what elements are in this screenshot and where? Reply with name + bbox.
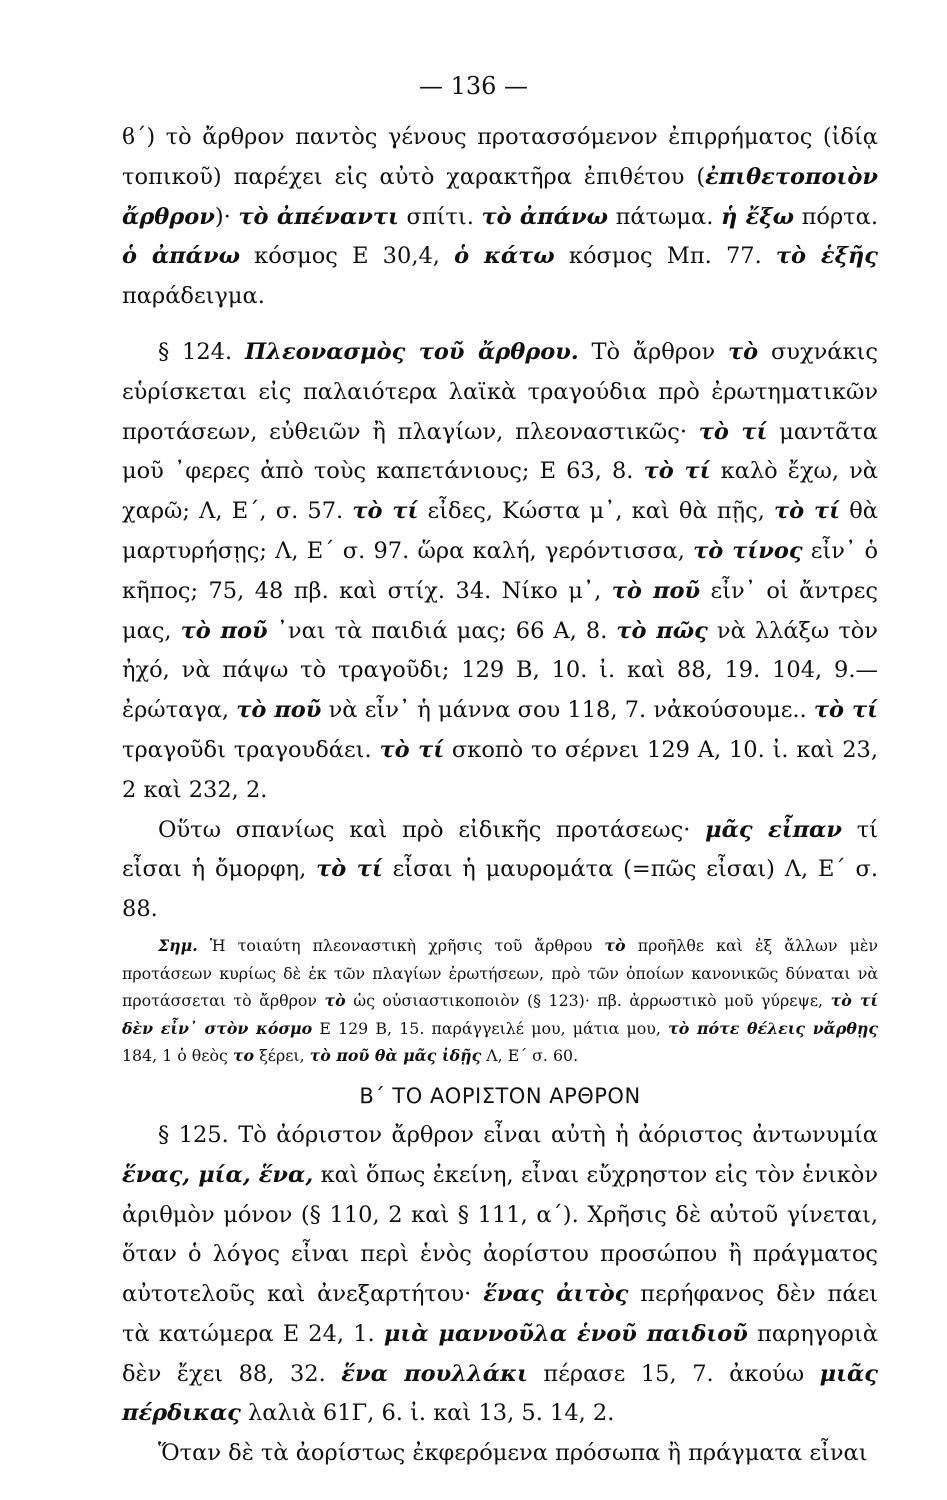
body-text: § 125. Τὸ ἀόριστον ἄρθρον εἶναι αὐτὴ ἡ ἀόριστος ἀντωνυμία — [158, 1121, 878, 1148]
emphasis-text: ἐπιθετοποιὸν ἄρθρον — [122, 163, 878, 230]
body-text: θὰ μαρτυρήσῃς; Λ, Ε΄ σ. 97. ὥρα καλή, γερόντισσα, — [122, 498, 878, 564]
body-text: κόσμος Ε 30,4, — [240, 243, 455, 270]
body-text: λαλιὰ 61Γ, 6. ἰ. καὶ 13, 5. 14, 2. — [240, 1400, 615, 1427]
paragraph-125 — [122, 1116, 878, 1434]
paragraph-124 — [122, 333, 878, 811]
emphasis-text: μᾶς εἶπαν — [705, 816, 842, 843]
body-text: εἶν᾿ ὁ κῆπος; 75, 48 πβ. καὶ στίχ. 34. Νίκο μ᾿, — [122, 537, 879, 604]
body-text: Οὕτω σπανίως καὶ πρὸ εἰδικῆς προτάσεως· — [158, 816, 706, 843]
emphasis-text: τὸ — [728, 338, 759, 365]
body-text: σκοπὸ το σέρνει 129 Α, 10. ἰ. καὶ 23, 2 καὶ 232, 2. — [122, 736, 879, 803]
emphasis-text: τὸ τίνος — [693, 537, 803, 564]
body-text: Ὅταν δὲ τὰ ἀορίστως ἐκφερόμενα πρόσωπα ἢ πράγματα εἶναι — [158, 1440, 868, 1467]
body-text: εἶδες, Κώστα μ᾿, καὶ θὰ πῇς, — [418, 498, 775, 525]
body-text: ὡς οὐσιαστικοποιὸν (§ 123)· πβ. ἀρρωστικὸ μοῦ γύρεψε, — [345, 991, 831, 1011]
body-text: τραγοῦδι τραγουδάει. — [122, 736, 380, 763]
body-text: ϐ΄) τὸ ἄρθρον παντὸς γένους προτασσόμενον ἐπιρρήματος (ἰδίᾳ τοπικοῦ) παρέχει εἰς αὐτὸ χαρακτῆρα ἐπιθέτου ( — [122, 124, 878, 190]
body-text: παράδειγμα. — [122, 283, 265, 310]
emphasis-text: το — [232, 1046, 255, 1066]
body-text: εἶσαι ἡ μαυρομάτα (=πῶς εἶσαι) Λ, Ε΄ σ. 88. — [122, 856, 878, 923]
body-text: περήφανος δὲν πάει τὰ κατώμερα Ε 24, 1. — [122, 1281, 879, 1347]
emphasis-text: τὸ τί — [698, 418, 768, 445]
emphasis-text: ἕνα πουλλάκι — [341, 1360, 528, 1387]
emphasis-text: τὸ ἀπέναντι — [238, 203, 399, 230]
emphasis-text: τὸ — [604, 935, 626, 955]
emphasis-text: τὸ τί — [813, 697, 878, 724]
emphasis-text: τὸ τί — [352, 498, 419, 525]
emphasis-text: τὸ τί — [379, 736, 445, 763]
page-body — [122, 118, 878, 1474]
emphasis-text: τὸ — [324, 991, 346, 1011]
body-text: μαντᾶτα μοῦ ᾿φερες ἀπὸ τοὺς καπετάνιους; Ε 63, 8. — [122, 418, 878, 485]
body-text: νὰ εἶν᾿ ἡ μάννα σου 118, 7. νἀκούσουμε.. — [321, 697, 814, 724]
emphasis-text: τὸ τί — [774, 498, 841, 525]
body-text: κόσμος Μπ. 77. — [554, 243, 776, 270]
body-text: § 124. — [158, 338, 245, 365]
body-text: πάτωμα. — [608, 203, 721, 230]
body-text: ξέρει, — [254, 1046, 310, 1066]
paragraph-otan — [122, 1434, 878, 1474]
body-text: τί εἶσαι ἡ ὄμορφη, — [122, 816, 878, 883]
body-text: προῆλθε καὶ ἐξ ἄλλων μὲν προτάσεων κυρίως δὲ ἐκ τῶν πλαγίων ἐρωτήσεων, πρὸ τῶν ὁποίων κανονικῶς δύναται νὰ προτάσσεται τὸ ἄρθρον — [122, 935, 878, 1011]
body-text: )· — [214, 203, 239, 230]
body-text: εἶν᾿ οἱ ἄντρες μας, — [122, 577, 878, 644]
emphasis-text: Σημ. — [158, 935, 198, 955]
page-number: — 136 — — [418, 72, 529, 100]
body-text: πόρτα. — [794, 203, 878, 230]
emphasis-text: ἡ ἔξω — [720, 203, 795, 230]
body-text: καὶ ὅπως ἐκείνη, εἶναι εὔχρηστον εἰς τὸν ἑνικὸν ἀριθμὸν μόνον (§ 110, 2 καὶ § 111, α΄). Χρῆσις δὲ αὐτοῦ γίνεται, ὅταν ὁ λόγος εἶναι περὶ ἑνὸς ἀορίστου προσώπου ἢ πράγματος αὐτοτελοῦς καὶ ἀνεξαρτήτου· — [122, 1161, 878, 1308]
emphasis-text: τὸ ποῦ — [611, 577, 701, 604]
paragraph-beta — [122, 118, 878, 317]
emphasis-text: μιὰ μαννοῦλα ἑνοῦ παιδιοῦ — [383, 1320, 748, 1347]
body-text: Ε 129 Β, 15. παράγγειλέ μου, μάτια μου, — [312, 1018, 669, 1038]
emphasis-text: τὸ ποῦ — [236, 697, 322, 724]
emphasis-text: τὸ ἀπάνω — [481, 203, 609, 230]
footnote-semeiosis — [122, 932, 878, 1070]
emphasis-text: τὸ τί — [316, 856, 383, 883]
section-heading: Β΄ ΤΟ ΑΟΡΙΣΤΟΝ ΑΡΘΡΟΝ — [359, 1083, 641, 1108]
body-text: πέρασε 15, 7. ἀκούω — [527, 1360, 820, 1387]
body-text: παρηγοριὰ δὲν ἔχει 88, 32. — [122, 1320, 878, 1387]
emphasis-text: τὸ ποῦ — [180, 617, 268, 644]
emphasis-text: ὁ ἀπάνω — [122, 243, 240, 270]
body-text: νὰ λλάξω τὸν ἠχό, νὰ πάψω τὸ τραγοῦδι; 129 Β, 10. ἰ. καὶ 88, 19. 104, 9.—ἐρώταγα, — [122, 617, 878, 724]
emphasis-text: ἕνας ἀιτὸς — [483, 1281, 629, 1308]
emphasis-text: τὸ τί — [643, 458, 711, 485]
paragraph-outo — [122, 811, 878, 930]
body-text: σπίτι. — [398, 203, 482, 230]
emphasis-text: μιᾶς πέρδικας — [122, 1360, 878, 1427]
emphasis-text: τὸ ἑξῆς — [775, 243, 878, 270]
emphasis-text: Πλεονασμὸς τοῦ ἄρθρου. — [244, 338, 579, 365]
emphasis-text: ὁ κάτω — [454, 243, 555, 270]
emphasis-text: τὸ τί δὲν εἶν᾿ στὸν κόσμο — [122, 991, 878, 1038]
body-text: καλὸ ἔχω, νὰ χαρῶ; Λ, Ε΄, σ. 57. — [122, 458, 878, 525]
emphasis-text: τὸ πῶς — [616, 617, 708, 644]
body-text: Λ, Ε΄ σ. 60. — [481, 1046, 579, 1066]
emphasis-text: τὸ πότε θέλεις νἄρθῃς — [668, 1018, 878, 1038]
body-text: συχνάκις εὑρίσκεται εἰς παλαιότερα λαϊκὰ τραγούδια πρὸ ἐρωτηματικῶν προτάσεων, εὐθειῶν ἢ πλαγίων, πλεοναστικῶς· — [122, 338, 878, 445]
body-text: Ἡ τοιαύτη πλεοναστικὴ χρῆσις τοῦ ἄρθρου — [197, 935, 605, 955]
emphasis-text: ἕνας, μία, ἕνα, — [122, 1161, 314, 1188]
body-text: ᾿ναι τὰ παιδιά μας; 66 Α, 8. — [267, 617, 617, 644]
body-text: Τὸ ἄρθρον — [578, 338, 729, 365]
body-text: 184, 1 ὁ θεὸς — [122, 1046, 233, 1066]
emphasis-text: τὸ ποῦ θὰ μᾶς ἰδῇς — [309, 1046, 482, 1066]
